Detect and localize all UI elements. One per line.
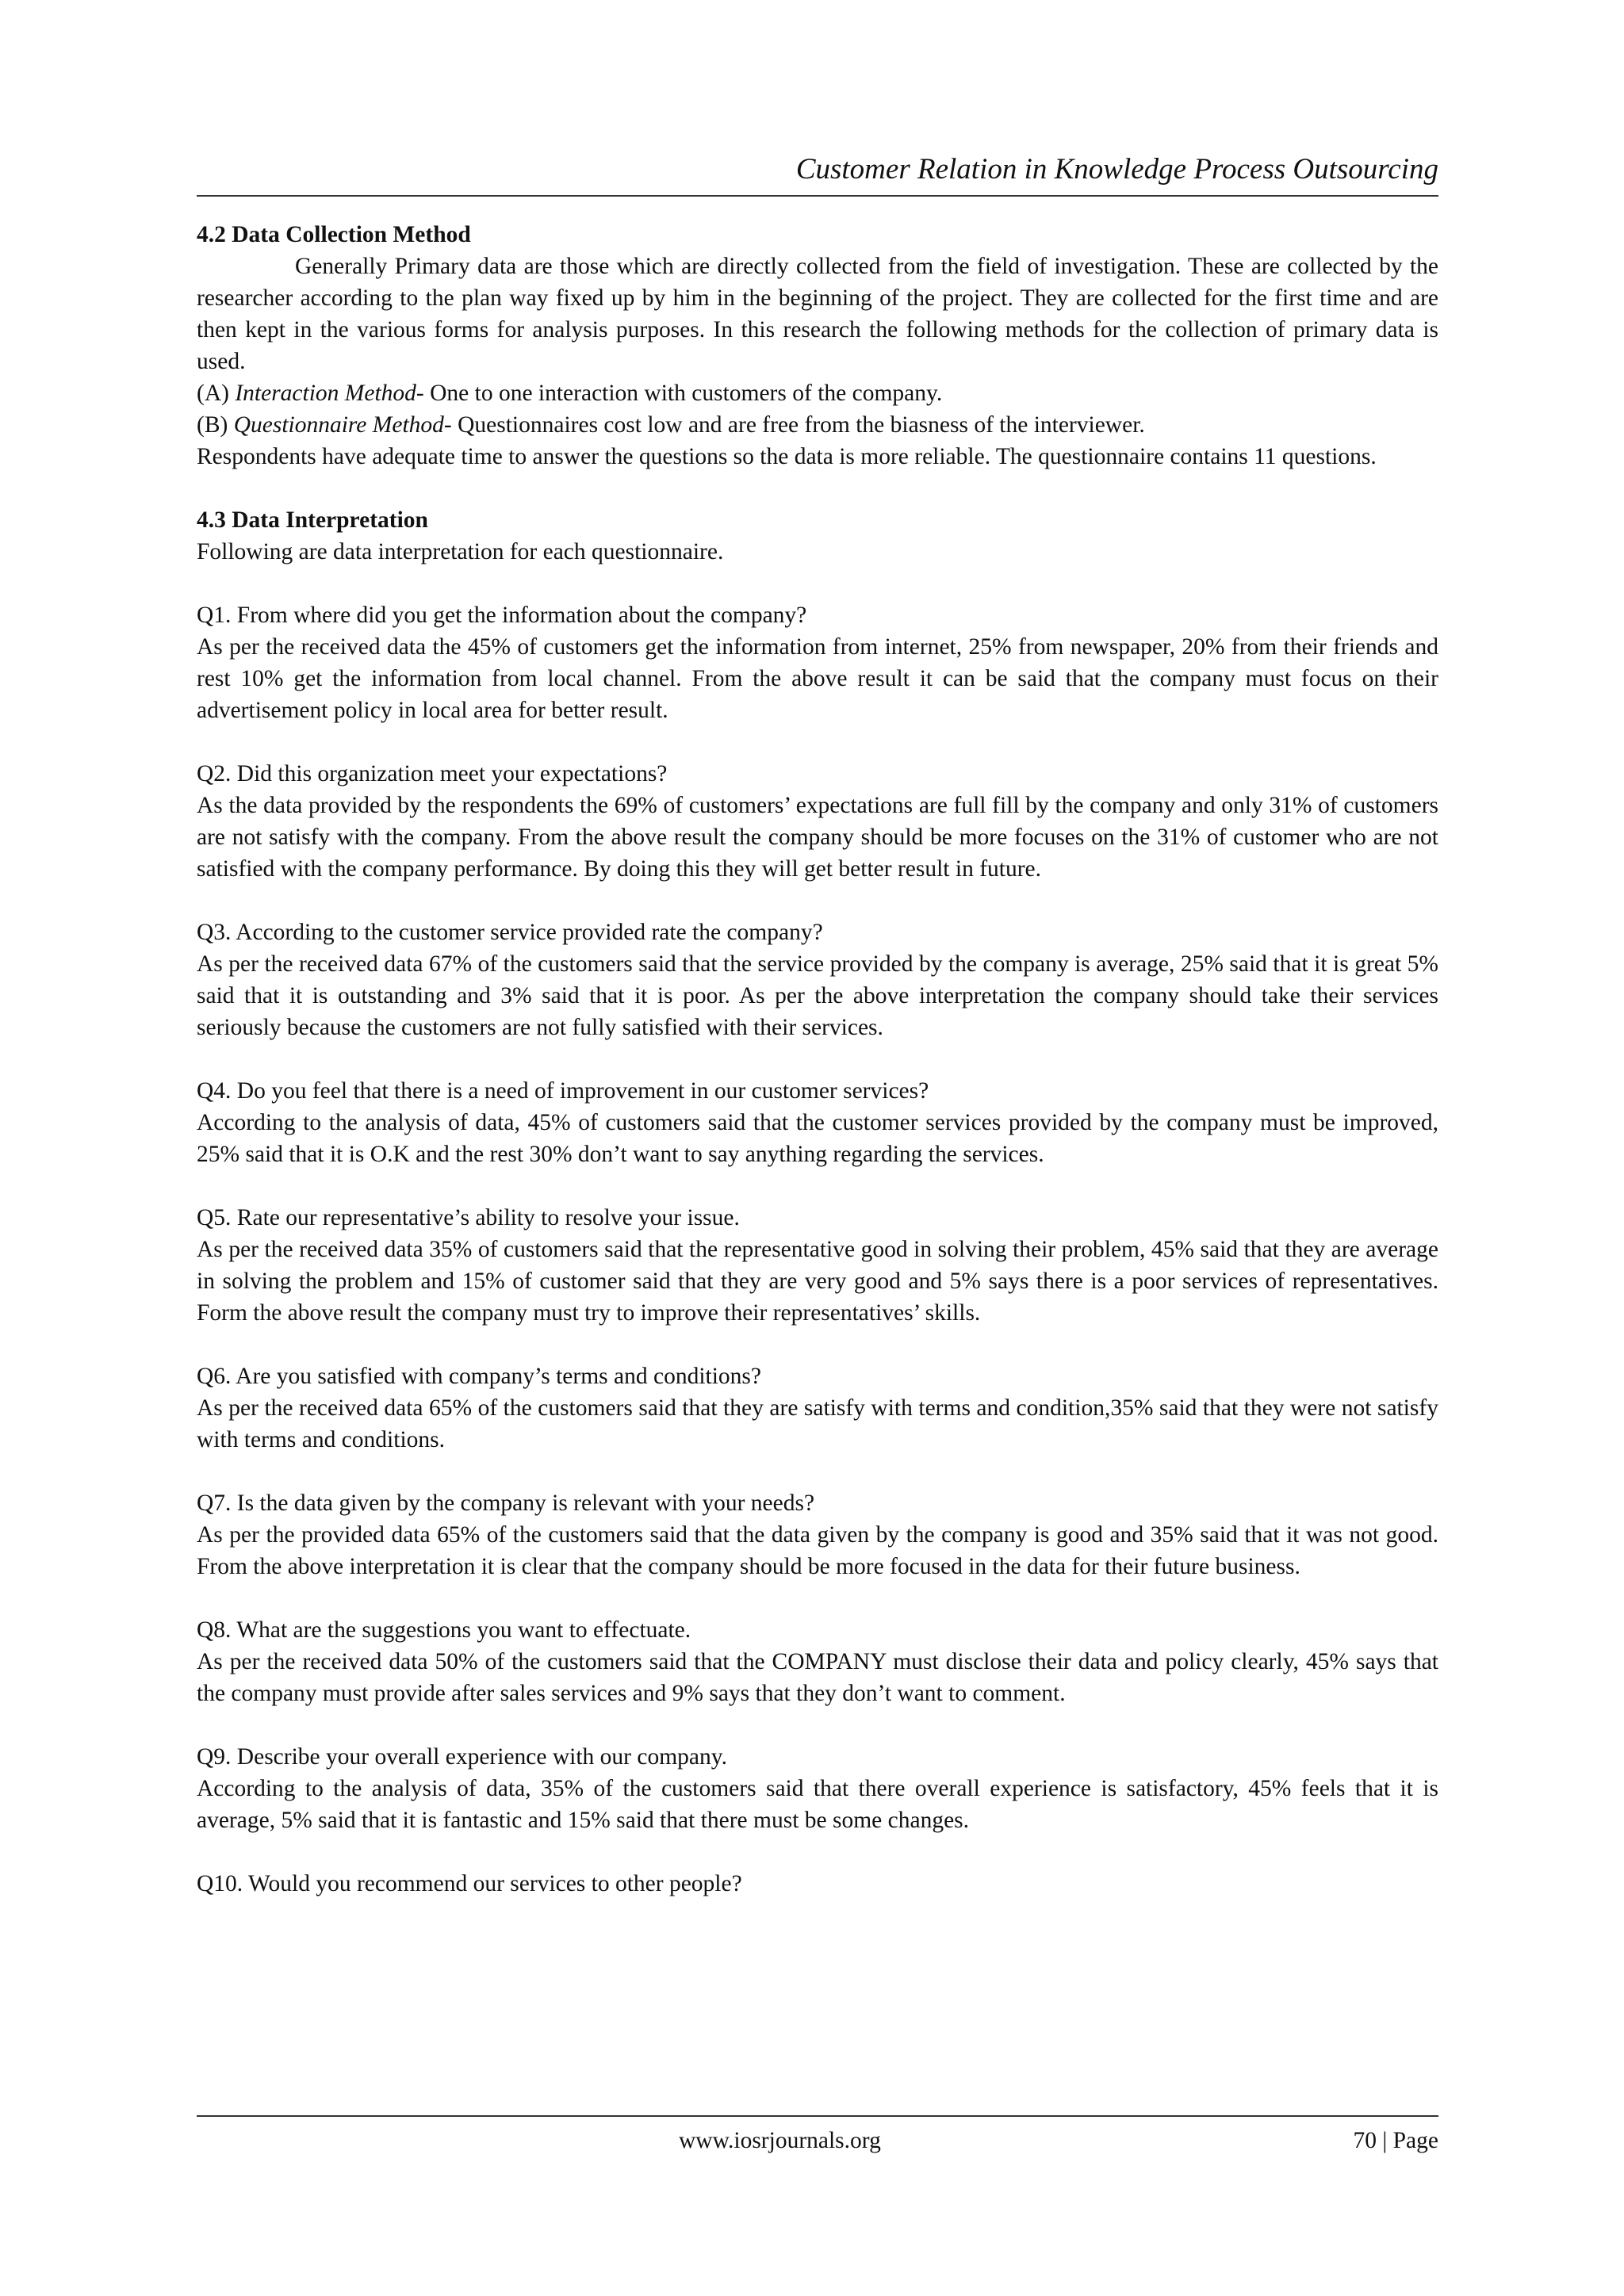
answer-text: According to the analysis of data, 35% of the customers said that there overall experience is satisfactory, 45% feels that it is average, 5% said that it is fantastic and 15% said that there must be some changes. [197, 1776, 1438, 1833]
answer-text: As per the received data 35% of customers said that the representative good in solving their problem, 45% said that they are average in solving the problem and 15% of customer said that they are very good and 5% says there is a poor services of representatives. Form the above result the company must try to improve their representatives’ skills. [197, 1237, 1438, 1326]
method-b-prefix: (B) [197, 412, 234, 438]
question-block [197, 1202, 1438, 1329]
method-a-text: - One to one interaction with customers of the company. [416, 381, 943, 406]
section-4-3-intro: Following are data interpretation for each questionnaire. [197, 539, 724, 564]
answer-text: As per the provided data 65% of the customers said that the data given by the company is good and 35% said that it was not good. From the above interpretation it is clear that the company should be more focused in the data for their future business. [197, 1522, 1438, 1579]
answer-text: As per the received data 67% of the customers said that the service provided by the company is average, 25% said that it is great 5% said that it is outstanding and 3% said that it is poor. As per the above interpretation the company should take their services seriously because the customers are not fully satisfied with their services. [197, 951, 1438, 1040]
question-block [197, 1741, 1438, 1836]
method-b [197, 409, 1438, 441]
question-block [197, 1614, 1438, 1709]
running-header-title: Customer Relation in Knowledge Process Outsourcing [795, 153, 1438, 186]
question-block [197, 1075, 1438, 1170]
section-heading-4-2: 4.2 Data Collection Method [197, 222, 471, 247]
section-heading-4-3: 4.3 Data Interpretation [197, 507, 428, 533]
answer-text: According to the analysis of data, 45% of customers said that the customer services provided by the company must be improved, 25% said that it is O.K and the rest 30% don’t want to say anything regarding the services. [197, 1110, 1438, 1167]
question-text: Q3. According to the customer service provided rate the company? [197, 920, 823, 945]
question-text: Q2. Did this organization meet your expectations? [197, 761, 668, 786]
question-block [197, 1487, 1438, 1582]
question-text: Q8. What are the suggestions you want to effectuate. [197, 1617, 691, 1643]
question-block [197, 916, 1438, 1043]
answer-text: As per the received data 65% of the customers said that they are satisfy with terms and condition,35% said that they were not satisfy with terms and conditions. [197, 1395, 1438, 1452]
answer-text: As the data provided by the respondents the 69% of customers’ expectations are full fill by the company and only 31% of customers are not satisfy with the company. From the above result the company should be more focuses on the 31% of customer who are not satisfied with the company performance. By doing this they will get better result in future. [197, 793, 1438, 882]
answer-text: As per the received data the 45% of customers get the information from internet, 25% from newspaper, 20% from their friends and rest 10% get the information from local channel. From the above result it can be said that the company must focus on their advertisement policy in local area for better result. [197, 634, 1438, 723]
question-block [197, 758, 1438, 885]
question-block [197, 1868, 1438, 1900]
footer-rule [197, 2115, 1438, 2117]
question-text: Q5. Rate our representative’s ability to resolve your issue. [197, 1205, 740, 1230]
section-4-2-closing: Respondents have adequate time to answer the questions so the data is more reliable. The questionnaire contains 11 questions. [197, 444, 1377, 469]
question-text: Q6. Are you satisfied with company’s terms and conditions? [197, 1364, 761, 1389]
question-text: Q9. Describe your overall experience with our company. [197, 1744, 727, 1770]
question-text: Q10. Would you recommend our services to other people? [197, 1871, 742, 1896]
main-content [197, 219, 1438, 1900]
section-4-2-paragraph: Generally Primary data are those which are directly collected from the field of investigation. These are collected by the researcher according to the plan way fixed up by him in the beginning of the project. They are collected for the first time and are then kept in the various forms for analysis purposes. In this research the following methods for the collection of primary data is used. [197, 254, 1438, 374]
method-a-prefix: (A) [197, 381, 236, 406]
method-a [197, 377, 1438, 409]
question-block [197, 1360, 1438, 1456]
question-block [197, 599, 1438, 726]
method-b-term: Questionnaire Method [233, 412, 444, 438]
answer-text: As per the received data 50% of the customers said that the COMPANY must disclose their data and policy clearly, 45% says that the company must provide after sales services and 9% says that they don’t want to comment. [197, 1649, 1438, 1706]
running-header [197, 151, 1438, 197]
footer-url: www.iosrjournals.org [679, 2128, 881, 2153]
section-4-3 [197, 504, 1438, 568]
question-text: Q4. Do you feel that there is a need of improvement in our customer services? [197, 1078, 929, 1104]
page-number: 70 | Page [1353, 2128, 1438, 2153]
method-a-term: Interaction Method [235, 381, 416, 406]
method-b-text: - Questionnaires cost low and are free from the biasness of the interviewer. [443, 412, 1145, 438]
question-text: Q7. Is the data given by the company is relevant with your needs? [197, 1490, 815, 1516]
question-text: Q1. From where did you get the information about the company? [197, 603, 807, 628]
